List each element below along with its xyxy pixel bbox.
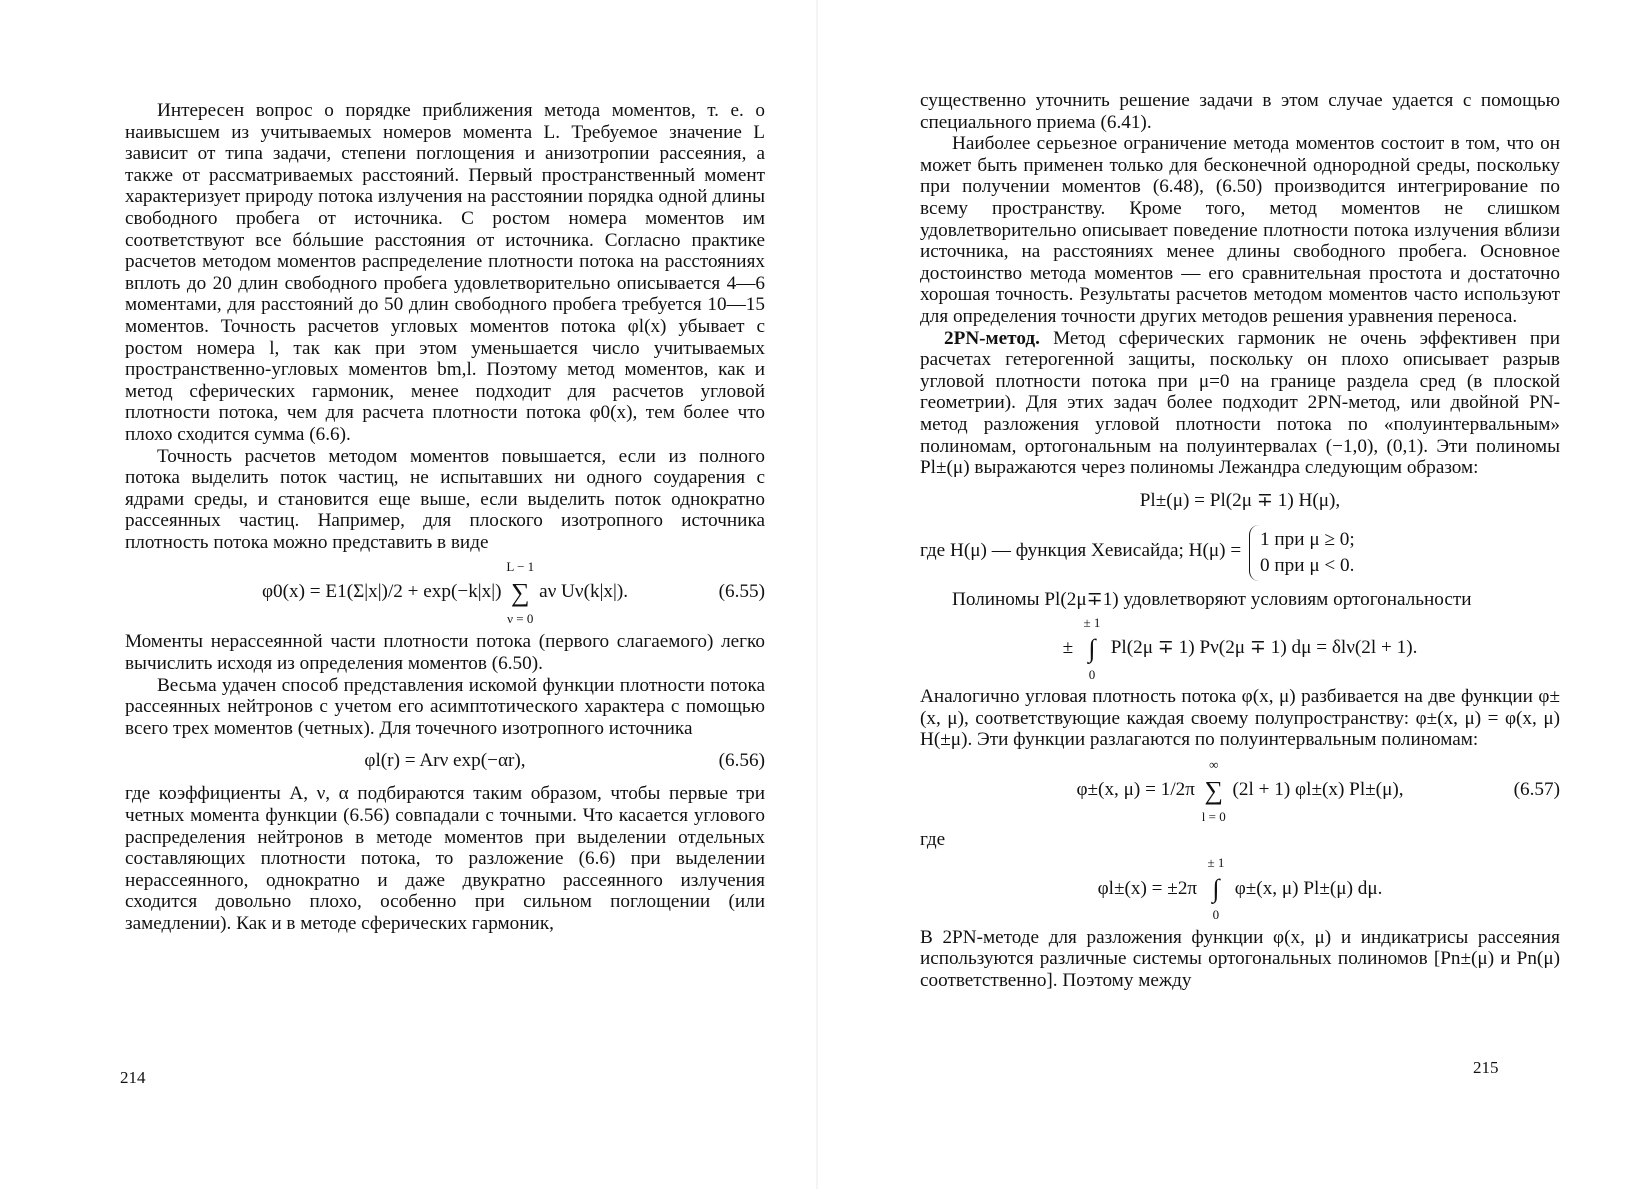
paragraph: где коэффициенты A, ν, α подбираются таким образом, чтобы первые три четных момента функции (6.56) совпадали с точными. Что касается углового распределения нейтронов в методе моментов при выделении отдельных составляющих плотности потока, то разложение (6.6) при выделении нерассеянного, однократно и даже двукратно рассеянного излучения сходится довольно плохо, особенно при сильном поглощении (или замедлении). Как и в методе сферических гармоник, — [125, 783, 765, 934]
left-text-column — [125, 100, 765, 935]
paragraph: Аналогично угловая плотность потока φ(x, μ) разбивается на две функции φ±(x, μ), соответствующие каждая своему полупространству: φ±(x, μ) = φ(x, μ) H(±μ). Эти функции разлагаются по полуинтервальным полиномам: — [920, 686, 1560, 751]
case-1: 1 при μ ≥ 0; — [1260, 528, 1355, 550]
equation-orthogonality — [920, 612, 1560, 684]
paragraph: Интересен вопрос о порядке приближения метода моментов, т. е. о наивысшем из учитываемых номеров момента L. Требуемое значение L зависит от типа задачи, степени поглощения и анизотропии рассеяния, а также от рассматриваемых расстояний. Первый пространственный момент характеризует природу потока излучения на расстоянии порядка одной длины свободного пробега от источника. С ростом номера моментов им соответствуют все бóльшие расстояния от источника. Согласно практике расчетов методом моментов распределение плотности потока на расстояниях вплоть до 20 длин свободного пробега удовлетворительно описывается 4—6 моментами, для расстояний до 50 длин свободного пробега требуется 10—15 моментов. Точность расчетов угловых моментов потока φl(x) убывает с ростом номера l, так как при этом уменьшается число учитываемых пространственно-угловых моментов bm,l. Поэтому метод моментов, как и метод сферических гармоник, менее подходит для расчетов угловой плотности потока, чем для расчета плотности потока φ0(x), тем более что плохо сходится сумма (6.6). — [125, 100, 765, 445]
heaviside-prefix: где H(μ) — функция Хевисайда; H(μ) = — [920, 539, 1242, 561]
right-page — [818, 0, 1637, 1189]
equation-body: φl(r) = Arν exp(−αr), — [364, 750, 526, 772]
right-text-column — [920, 90, 1560, 991]
page-number: 215 — [1473, 1058, 1499, 1077]
equation-polynomial-definition — [920, 481, 1560, 521]
paragraph: где — [920, 829, 946, 851]
sum-body: (2l + 1) φl±(x) Pl±(μ), — [1232, 778, 1404, 800]
integral-upper-limit: ± 1 — [1207, 855, 1225, 871]
equation-coefficients — [920, 853, 1560, 925]
integral-lower-limit: 0 — [1088, 666, 1096, 682]
heaviside-cases — [1245, 525, 1355, 581]
paragraph: Моменты нерассеянной части плотности потока (первого слагаемого) легко вычислить исходя из определения моментов (6.50). — [125, 631, 765, 675]
paragraph: существенно уточнить решение задачи в этом случае удается с помощью специального приема (6.41). — [920, 90, 1560, 133]
sum-body: aν Uν(k|x|). — [539, 581, 629, 603]
equation-lhs: φ0(x) = E1(Σ|x|)/2 + exp(−k|x|) — [261, 581, 502, 603]
equation-lhs: φl±(x) = ±2π — [1097, 877, 1198, 899]
equation-body — [920, 855, 1560, 923]
equation-number: (6.56) — [718, 750, 765, 772]
paragraph: Точность расчетов методом моментов повышается, если из полного потока выделить поток частиц, не испытавших ни одного соударения с ядрами среды, и становится еще выше, если выделить поток однократно рассеянных частиц. Например, для плоского изотропного источника плотность потока можно представить в виде — [125, 445, 765, 553]
left-page — [0, 0, 818, 1189]
integral-sign: ∫ ± 1 0 — [1078, 638, 1106, 660]
paragraph — [920, 328, 1560, 479]
paragraph-text: Метод сферических гармоник не очень эффективен при расчетах гетерогенной защиты, поскольку он плохо описывает разрыв угловой плотности потока при μ=0 на границе раздела сред (в плоской геометрии). Для этих задач более подходит 2PN-метод, или двойной PN-метод разложения угловой плотности потока по «полуинтервальным» полиномам, ортогональным на полуинтервалах (−1,0), (0,1). Эти полиномы Pl±(μ) выражаются через полиномы Лежандра следующим образом: — [920, 327, 1560, 479]
paragraph: Наиболее серьезное ограничение метода моментов состоит в том, что он может быть применен только для бесконечной однородной среды, поскольку при получении моментов (6.48), (6.50) производится интегрирование по всему пространству. Кроме того, метод моментов не слишком удовлетворительно описывает поведение плотности потока излучения вблизи источника, на расстояниях менее длины свободного пробега. Основное достоинство метода моментов — его сравнительная простота и достаточно хорошая точность. Результаты расчетов методом моментов часто используют для определения точности других методов решения уравнения переноса. — [920, 133, 1560, 327]
plus-minus-sign: ± — [1062, 637, 1074, 659]
equation-6-55 — [125, 555, 765, 629]
sum-sign: ∑ ∞ l = 0 — [1200, 780, 1228, 802]
equation-body — [920, 614, 1560, 682]
integral-body: Pl(2μ ∓ 1) Pν(2μ ∓ 1) dμ = δlν(2l + 1). — [1110, 637, 1418, 659]
equation-6-56 — [125, 741, 765, 781]
sum-upper-limit: L − 1 — [506, 559, 535, 575]
case-2: 0 при μ < 0. — [1260, 554, 1355, 576]
cases-brace — [1249, 525, 1355, 581]
sum-upper-limit: ∞ — [1209, 756, 1219, 772]
equation-number: (6.55) — [718, 581, 765, 603]
equation-body — [920, 756, 1560, 824]
heaviside-definition — [920, 525, 1560, 581]
integral-sign: ∫ ± 1 0 — [1202, 878, 1230, 900]
integral-upper-limit: ± 1 — [1083, 614, 1101, 630]
paragraph: Полиномы Pl(2μ∓1) удовлетворяют условиям ортогональности — [952, 588, 1472, 610]
equation-lhs: φ±(x, μ) = 1/2π — [1076, 778, 1195, 800]
integral-lower-limit: 0 — [1212, 907, 1220, 923]
equation-6-57 — [920, 753, 1560, 827]
equation-body: Pl±(μ) = Pl(2μ ∓ 1) H(μ), — [1139, 489, 1341, 511]
equation-body — [125, 559, 765, 627]
sum-sign: ∑ L − 1 ν = 0 — [506, 582, 534, 604]
sum-lower-limit: l = 0 — [1201, 808, 1226, 824]
paragraph: Весьма удачен способ представления искомой функции плотности потока рассеянных нейтронов с учетом его асимптотического характера с помощью всего трех моментов (четных). Для точечного изотропного источника — [125, 674, 765, 739]
page-number: 214 — [120, 1068, 146, 1087]
equation-number: (6.57) — [1513, 779, 1560, 801]
section-heading: 2PN-метод. — [944, 327, 1040, 349]
integral-body: φ±(x, μ) Pl±(μ) dμ. — [1234, 877, 1383, 899]
sum-lower-limit: ν = 0 — [507, 611, 534, 627]
paragraph: В 2PN-методе для разложения функции φ(x, μ) и индикатрисы рассеяния используются различные системы ортогональных полиномов [Pn±(μ) и Pn(μ) соответственно]. Поэтому между — [920, 926, 1560, 991]
